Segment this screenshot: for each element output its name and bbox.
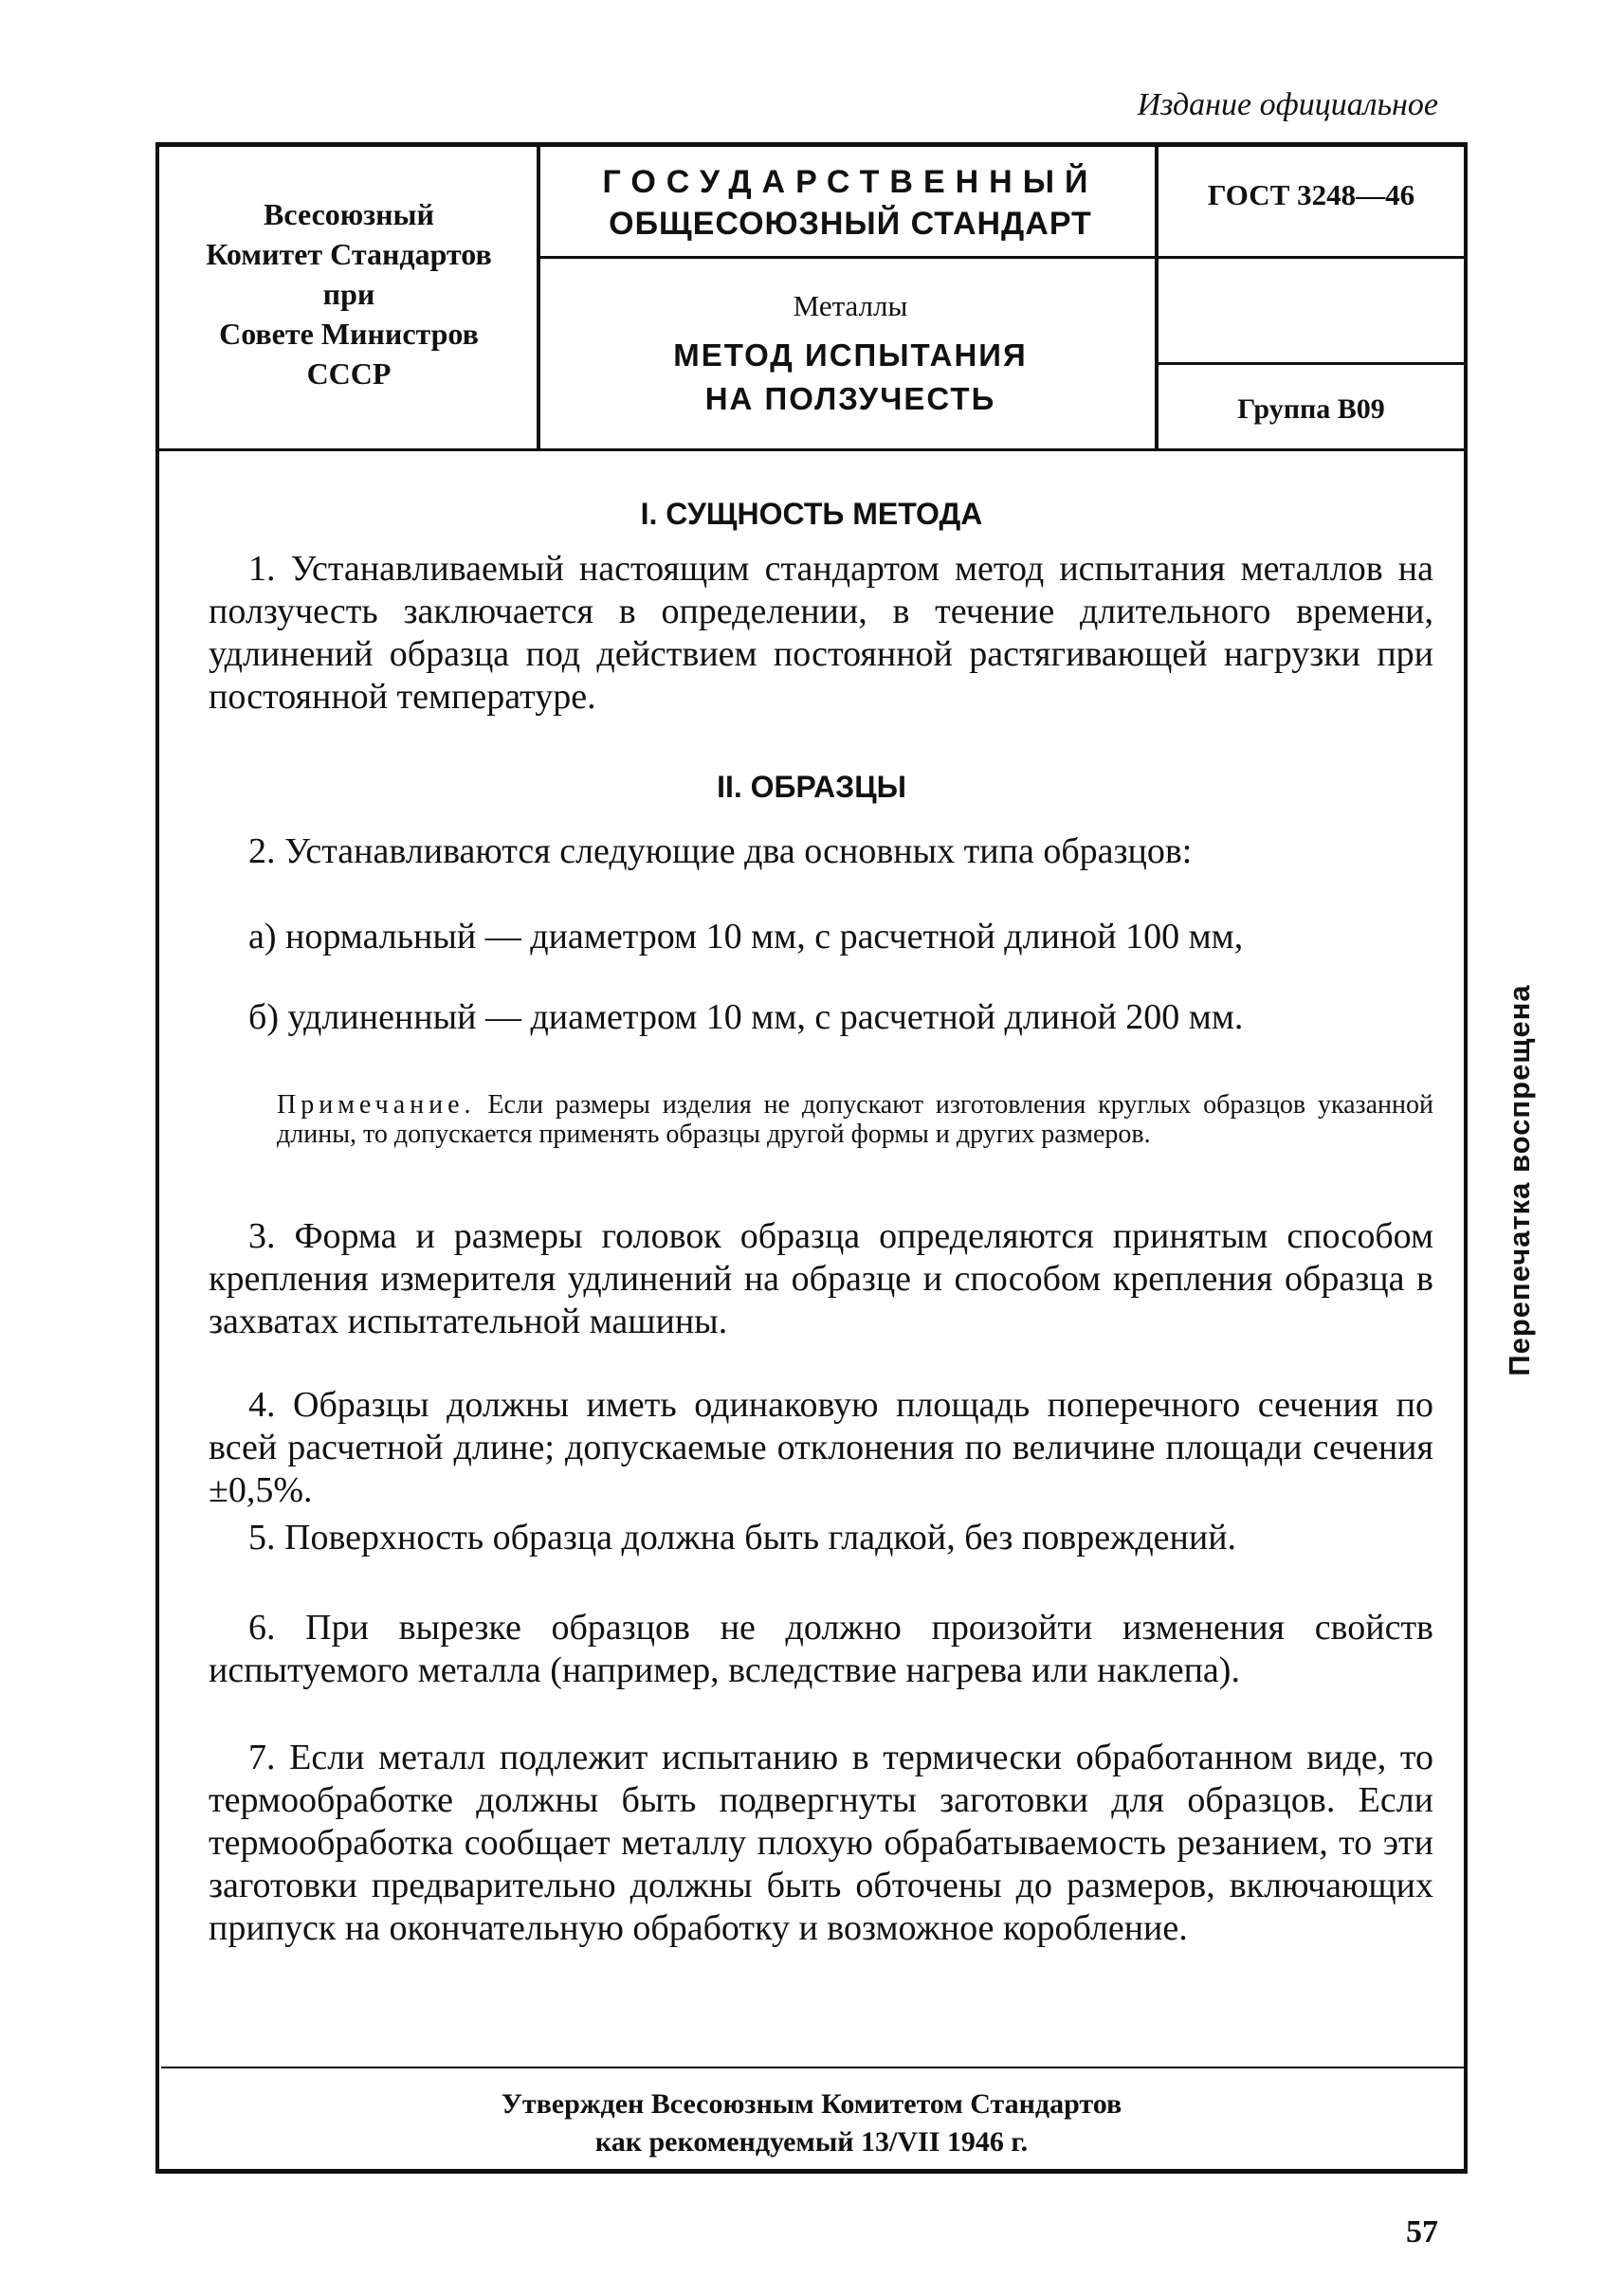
committee-line: Совете Министров — [219, 317, 479, 351]
paragraph-2a: а) нормальный — диаметром 10 мм, с расчетной длиной 100 мм, — [248, 917, 1244, 956]
page-number: 57 — [1406, 2214, 1438, 2249]
section-1-heading: I. СУЩНОСТЬ МЕТОДА — [640, 497, 983, 531]
paragraph-3: 3. Форма и размеры головок образца определяются принятым способом крепления измерителя удлинений на образце и способом крепления образца в захватах испытательной машины. — [209, 1216, 1433, 1341]
header-gost-rule — [1159, 362, 1464, 365]
section-2-heading: II. ОБРАЗЦЫ — [717, 770, 906, 804]
frame-bottom-rule — [155, 2169, 1468, 2174]
committee-line: Комитет Стандартов — [206, 237, 492, 271]
reprint-prohibited-note — [1491, 957, 1548, 1403]
note-label: Примечание. — [277, 1090, 476, 1120]
standard-type-line: ГОСУДАРСТВЕННЫЙ — [602, 164, 1099, 200]
header-bottom-rule — [155, 448, 1468, 451]
committee-name — [159, 194, 538, 393]
paragraph-1: 1. Устанавливаемый настоящим стандартом метод испытания металлов на ползучесть заключается в определении, в течение длительного времени, удлинений образца под действием постоянной растягивающей нагрузки при постоянной температуре. — [209, 549, 1433, 717]
approval-statement — [161, 2086, 1462, 2161]
header-top-rule — [155, 142, 1468, 147]
standard-type — [542, 161, 1159, 245]
standard-title — [542, 334, 1159, 421]
note — [277, 1090, 1433, 1149]
committee-line: СССР — [306, 356, 392, 391]
paragraph-6: 6. При вырезке образцов не должно произойти изменения свойств испытуемого металла (например, вследствие нагрева или наклепа). — [209, 1608, 1433, 1690]
footer-top-rule — [161, 2067, 1464, 2068]
paragraph-5: 5. Поверхность образца должна быть гладкой, без повреждений. — [248, 1518, 1237, 1557]
committee-line: Всесоюзный — [264, 197, 434, 231]
paragraph-7: 7. Если металл подлежит испытанию в термически обработанном виде, то термообработке должны быть подвергнуты заготовки для образцов. Если термообработка сообщает металлу плохую обрабатываемость резанием, то эти заготовки предварительно должны быть обточены до размеров, включающих припуск на окончательную обработку и возможное коробление. — [209, 1738, 1433, 1948]
standard-type-line: ОБЩЕСОЮЗНЫЙ СТАНДАРТ — [609, 206, 1092, 242]
gost-number: ГОСТ 3248—46 — [1207, 178, 1415, 211]
note-text: Если размеры изделия не допускают изготовления круглых образцов указанной длины, то допускается применять образцы другой формы и других размеров. — [277, 1090, 1433, 1149]
standard-subject: Металлы — [793, 289, 908, 322]
frame-left-rule — [155, 142, 159, 2171]
paragraph-2b: б) удлиненный — диаметром 10 мм, с расчетной длиной 200 мм. — [248, 997, 1244, 1037]
committee-line: при — [322, 277, 375, 311]
official-edition-label: Издание официальное — [1137, 87, 1438, 122]
group-code: Группа В09 — [1237, 393, 1385, 425]
standard-title-line: НА ПОЛЗУЧЕСТЬ — [704, 381, 996, 416]
approval-line: как рекомендуемый 13/VII 1946 г. — [594, 2126, 1029, 2158]
standard-title-line: МЕТОД ИСПЫТАНИЯ — [673, 337, 1028, 373]
reprint-prohibited-text: Перепечатка воспрещена — [1503, 984, 1536, 1376]
paragraph-2: 2. Устанавливаются следующие два основных типа образцов: — [248, 831, 1193, 871]
paragraph-4: 4. Образцы должны иметь одинаковую площадь поперечного сечения по всей расчетной длине; допускаемые отклонения по величине площади сечения ±0,5%. — [209, 1385, 1433, 1510]
frame-right-rule — [1464, 142, 1468, 2171]
header-mid-rule — [540, 256, 1464, 259]
approval-line: Утвержден Всесоюзным Комитетом Стандартов — [501, 2088, 1122, 2120]
